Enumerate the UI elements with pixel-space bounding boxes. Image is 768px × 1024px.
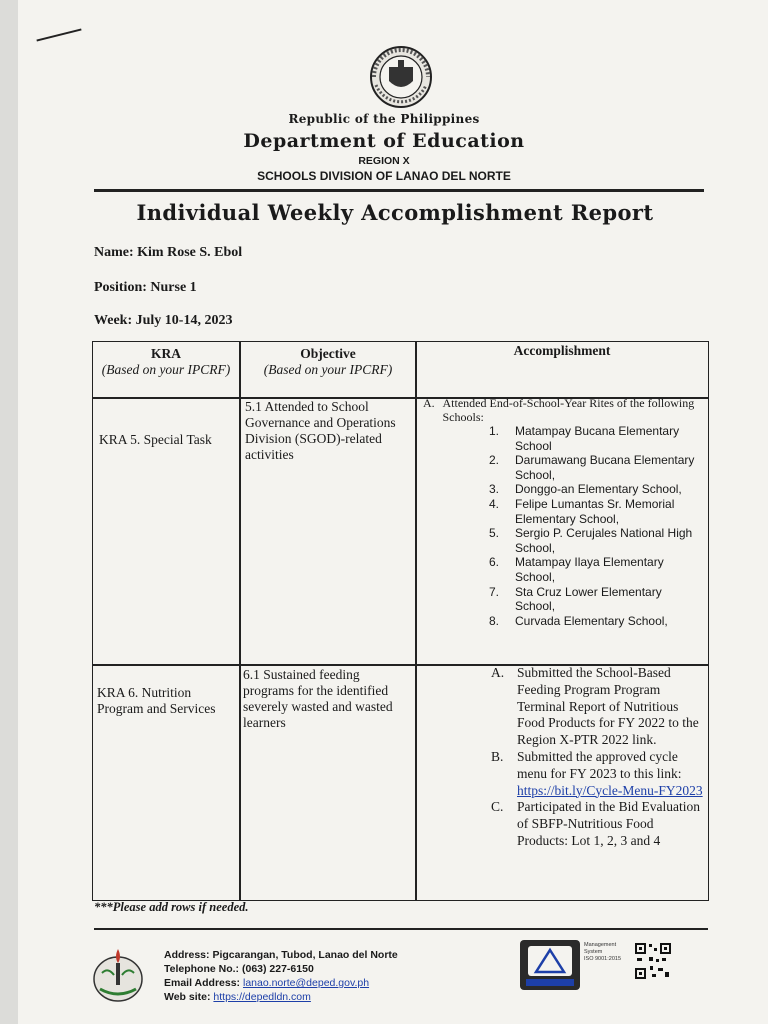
item-letter: A.: [491, 665, 505, 680]
email-link[interactable]: lanao.norte@deped.gov.ph: [242, 977, 370, 989]
item-text: Attended End-of-School-Year Rites of the following Schools:: [442, 396, 695, 424]
kra-header-sub: (Based on your IPCRF): [101, 362, 231, 377]
list-item: [489, 526, 705, 555]
phone-value: (063) 227-6150: [241, 963, 314, 975]
accomplishment-item: [491, 665, 706, 749]
department-name: Department of Education: [243, 130, 525, 152]
list-number: 8.: [489, 613, 500, 628]
accomplishment-header: [417, 343, 707, 359]
list-text: Sergio P. Cerujales National High School,: [515, 526, 693, 555]
list-number: 4.: [489, 496, 500, 511]
list-number: 6.: [489, 555, 500, 570]
phone-line: [164, 962, 398, 976]
cycle-menu-link[interactable]: https://bit.ly/Cycle-Menu-FY2023: [517, 782, 703, 798]
header-divider: [94, 189, 704, 192]
report-title: Individual Weekly Accomplishment Report: [136, 200, 654, 225]
week-field: Week: July 10-14, 2023: [94, 313, 233, 328]
list-number: 7.: [489, 584, 500, 599]
list-text: Curvada Elementary School,: [515, 613, 668, 628]
objective-header-sub: (Based on your IPCRF): [263, 362, 393, 377]
address-line: [164, 948, 398, 962]
kra-cell: KRA 6. Nutrition Program and Services: [97, 685, 216, 716]
tuv-mark-icon: [520, 940, 580, 990]
kra-header-label: KRA: [151, 346, 181, 361]
list-number: 3.: [489, 482, 500, 497]
tuv-certification-logo: [520, 940, 580, 990]
address-label: Address:: [164, 949, 210, 961]
objective-header: [241, 346, 415, 378]
list-item: [489, 614, 705, 629]
email-line: [164, 976, 398, 990]
website-line: [164, 990, 398, 1004]
objective-header-label: Objective: [300, 346, 356, 361]
item-letter: C.: [491, 799, 504, 815]
address-value: Pigcarangan, Tubod, Lanao del Norte: [212, 949, 398, 961]
objective-cell: 5.1 Attended to School Governance and Operations Division (SGOD)-related activities: [245, 399, 396, 462]
contact-block: [164, 948, 398, 1004]
list-text: Donggo-an Elementary School,: [515, 482, 682, 497]
list-number: 2.: [489, 453, 500, 468]
list-item: [489, 424, 705, 453]
list-item: [489, 555, 705, 584]
item-text: Participated in the Bid Evaluation of SBFP-Nutritious Food Products: Lot 1, 2, 3 and 4: [517, 799, 700, 848]
column-divider: [415, 342, 417, 900]
item-letter: B.: [491, 748, 504, 764]
item-text-wrap: [517, 749, 706, 799]
division-logo: [92, 945, 144, 1007]
website-link[interactable]: https://depedldn.com: [213, 991, 311, 1003]
republic-line: Republic of the Philippines: [288, 112, 480, 126]
accomplishment-item: [491, 799, 706, 849]
accomplishment-cell: [423, 396, 705, 628]
accomplishment-cell: [491, 665, 706, 850]
kra-header: [93, 346, 239, 378]
website-label: Web site:: [164, 991, 211, 1003]
accomplishment-header-label: Accomplishment: [513, 343, 611, 358]
kra-cell: KRA 5. Special Task: [99, 432, 212, 447]
list-item: [489, 497, 705, 526]
accomplishment-table: [92, 341, 709, 901]
accomplishment-item: [423, 396, 705, 424]
cert-text: [584, 942, 621, 963]
list-text: Darumawang Bucana Elementary School,: [515, 453, 695, 482]
objective-cell: 6.1 Sustained feeding programs for the identified severely wasted and wasted learners: [243, 667, 393, 730]
name-field: Name: Kim Rose S. Ebol: [94, 245, 243, 260]
item-letter: A.: [423, 396, 435, 410]
add-rows-note: ***Please add rows if needed.: [94, 900, 249, 914]
email-label: Email Address:: [164, 977, 241, 989]
list-item: [489, 482, 705, 497]
region-line: REGION X: [358, 155, 410, 167]
school-list: [423, 424, 705, 628]
list-number: 1.: [489, 424, 500, 438]
list-text: Matampay Bucana Elementary School: [515, 424, 680, 453]
phone-label: Telephone No.:: [164, 963, 240, 975]
list-text: Sta Cruz Lower Elementary School,: [515, 584, 662, 614]
list-item: [489, 585, 705, 614]
list-item: [489, 453, 705, 482]
item-text: Submitted the School-Based Feeding Program Program Terminal Report of Nutritious Food Products for FY 2022 to the Region X-PTR 2022 link.: [517, 665, 699, 748]
deped-seal-logo: [362, 45, 440, 109]
item-text: Submitted the approved cycle menu for FY 2023 to this link:: [517, 748, 682, 781]
position-field: Position: Nurse 1: [94, 280, 197, 295]
list-text: Matampay Ilaya Elementary School,: [515, 555, 664, 584]
list-text: Felipe Lumantas Sr. Memorial Elementary School,: [515, 496, 675, 526]
footer-divider: [94, 928, 708, 930]
accomplishment-item: [491, 749, 706, 799]
qr-code-icon: [634, 942, 672, 980]
cert-line: System: [584, 949, 603, 955]
division-line: SCHOOLS DIVISION OF LANAO DEL NORTE: [257, 169, 511, 183]
list-number: 5.: [489, 526, 500, 541]
cert-line: Management: [584, 942, 617, 948]
cert-line: ISO 9001:2015: [584, 956, 622, 962]
column-divider: [239, 342, 241, 900]
